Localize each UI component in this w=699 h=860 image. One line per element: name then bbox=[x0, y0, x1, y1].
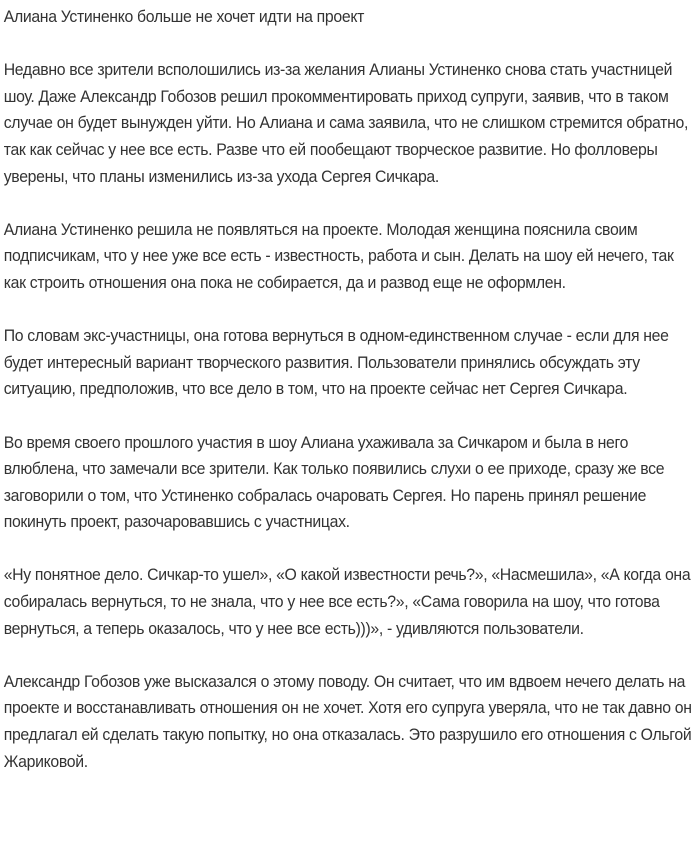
article-paragraph-1: Недавно все зрители всполошились из-за желания Алианы Устиненко снова стать участницей шоу. Даже Александр Гобозов решил прокомментировать приход супруги, заявив, что в таком случае он будет вынужден уйти. Но Алиана и сама заявила, что не слишком стремится обратно, так как сейчас у нее все есть. Разве что ей пообещают творческое развитие. Но фолловеры уверены, что планы изменились из-за ухода Сергея Сичкара. bbox=[3, 60, 689, 186]
article-paragraph-3: По словам экс-участницы, она готова вернуться в одном-единственном случае - если для нее будет интересный вариант творческого развития. Пользователи принялись обсуждать эту ситуацию, предположив, что все дело в том, что на проекте сейчас нет Сергея Сичкара. bbox=[3, 326, 669, 399]
article-paragraph-6: Александр Гобозов уже высказался о этому поводу. Он считает, что им вдвоем нечего делать на проекте и восстанавливать отношения он не хочет. Хотя его супруга уверяла, что не так давно он предлагал ей сделать такую попытку, но она отказалась. Это разрушило его отношения с Ольгой Жариковой. bbox=[3, 671, 692, 771]
article-title: Алиана Устиненко больше не хочет идти на проект bbox=[3, 7, 365, 26]
article-paragraph-5: «Ну понятное дело. Сичкар-то ушел», «О какой известности речь?», «Насмешила», «А когда она собиралась вернуться, то не знала, что у нее все есть?», «Сама говорила на шоу, что готова вернуться, а теперь оказалось, что у нее все есть)))», - удивляются пользователи. bbox=[3, 565, 691, 638]
article-paragraph-2: Алиана Устиненко решила не появляться на проекте. Молодая женщина пояснила своим подписчикам, что у нее уже все есть - известность, работа и сын. Делать на шоу ей нечего, так как строить отношения она пока не собирается, да и развод еще не оформлен. bbox=[3, 219, 674, 292]
article-paragraph-4: Во время своего прошлого участия в шоу Алиана ухаживала за Сичкаром и была в него влюблена, что замечали все зрители. Как только появились слухи о ее приходе, сразу же все заговорили о том, что Устиненко собралась очаровать Сергея. Но парень принял решение покинуть проект, разочаровавшись с участницах. bbox=[3, 432, 665, 532]
